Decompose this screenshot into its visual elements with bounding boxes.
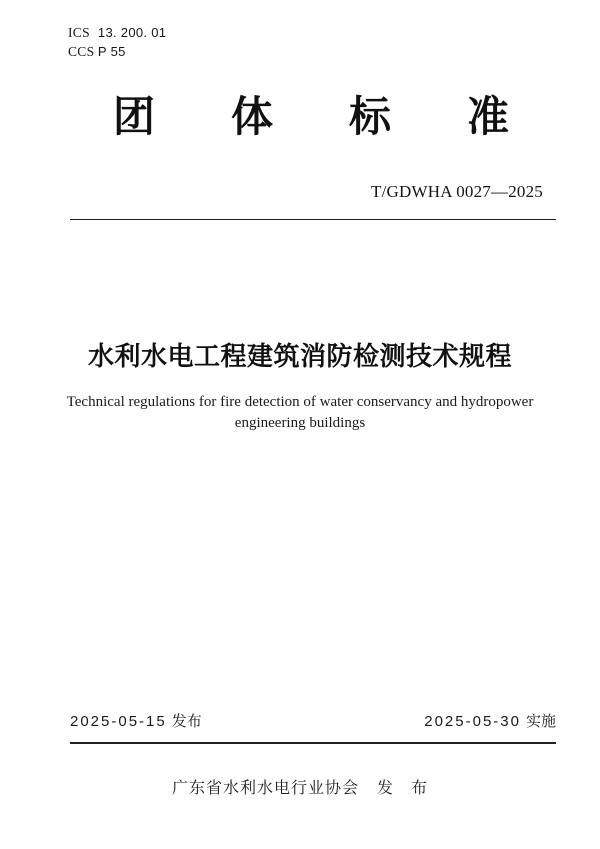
document-title-en-line1: Technical regulations for fire detection of water conservancy and hydropower [66, 394, 534, 410]
ccs-label: CCS [68, 44, 95, 59]
document-title-en-line2: engineering buildings [234, 415, 366, 431]
ccs-code-line [68, 42, 166, 61]
implement-date-block [424, 710, 556, 731]
standard-type-char: 标 [348, 93, 391, 140]
document-title-en [40, 392, 560, 434]
publisher-name: 广东省水利水电行业协会 [171, 780, 359, 797]
document-title-zh: 水利水电工程建筑消防检测技术规程 [87, 341, 512, 371]
standard-type-heading [113, 93, 509, 140]
standard-type-char: 准 [466, 93, 509, 140]
ics-label: ICS [68, 25, 90, 40]
footer-rule [70, 742, 556, 744]
standard-number: T/GDWHA 0027—2025 [371, 182, 543, 201]
date-row [70, 710, 556, 731]
classification-codes [68, 23, 166, 61]
ics-code-value: 13. 200. 01 [97, 25, 167, 40]
issue-date-block [70, 710, 202, 731]
implement-label: 实施 [525, 713, 556, 730]
ccs-code-value: P 55 [97, 44, 126, 59]
issue-date: 2025-05-15 [70, 713, 167, 730]
publish-label: 发 布 [377, 780, 429, 797]
header-rule [70, 219, 556, 220]
ics-code-line [68, 23, 166, 42]
standard-type-char: 体 [230, 93, 273, 140]
implement-date: 2025-05-30 [424, 713, 521, 730]
standard-type-char: 团 [113, 93, 156, 140]
issue-label: 发布 [171, 713, 202, 730]
publisher-row [0, 775, 600, 798]
